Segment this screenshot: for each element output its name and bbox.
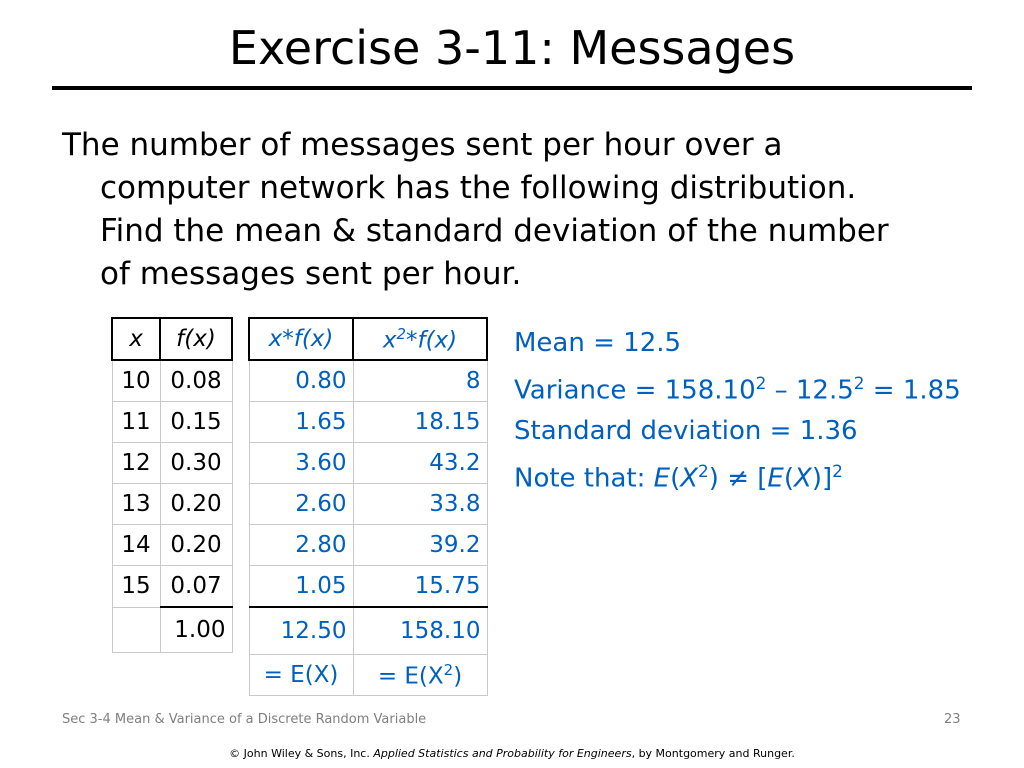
cell-xfx: 2.80 (249, 525, 353, 566)
table-row (112, 402, 232, 443)
table-row (112, 443, 232, 484)
cell-xfx: 3.60 (249, 443, 353, 484)
table-equals-row (249, 655, 487, 696)
cell-xfx: 2.60 (249, 484, 353, 525)
cell-x: 15 (112, 566, 160, 608)
header-x2fx: $x^2*f(x)$ (353, 318, 487, 360)
std-dev-line: Standard deviation = 1.36 (514, 415, 858, 446)
problem-line: Find the mean & standard deviation of the number (100, 213, 889, 249)
results-block (514, 323, 961, 498)
problem-statement (62, 124, 962, 296)
slide-number: 23 (944, 712, 961, 727)
slide-title: Exercise 3-11: Messages (228, 21, 796, 75)
header-fx: f(x) (160, 318, 232, 360)
cell-fx: 0.30 (160, 443, 232, 484)
cell-x: 14 (112, 525, 160, 566)
calculation-table (248, 317, 488, 696)
distribution-table (111, 317, 233, 653)
note-line: Note that: $E(X^2) \ne [E(X)]^2$ (514, 460, 843, 494)
table-row (112, 484, 232, 525)
cell-x: 10 (112, 360, 160, 402)
cell-total-xfx: 12.50 (249, 607, 353, 655)
cell-fx: 0.20 (160, 525, 232, 566)
table-row (249, 484, 487, 525)
cell-x2fx: 8 (353, 360, 487, 402)
cell-x2fx: 15.75 (353, 566, 487, 608)
cell-total-x2fx: 158.10 (353, 607, 487, 655)
problem-line: computer network has the following distribution. (100, 170, 857, 206)
cell-xfx: 0.80 (249, 360, 353, 402)
cell-xfx: 1.05 (249, 566, 353, 608)
cell-x2fx: 33.8 (353, 484, 487, 525)
table-row (249, 566, 487, 608)
table-total-row (249, 607, 487, 655)
table-row (112, 566, 232, 608)
table-row (249, 443, 487, 484)
table-row (112, 525, 232, 566)
problem-line: of messages sent per hour. (100, 256, 522, 292)
cell-fx: 0.15 (160, 402, 232, 443)
table-row (112, 360, 232, 402)
mean-line: Mean = 12.5 (514, 328, 682, 358)
cell-x: 11 (112, 402, 160, 443)
copyright-notice: © John Wiley & Sons, Inc. Applied Statistics and Probability for Engineers, by Montgomery and Runger. (229, 747, 795, 760)
cell-x2fx: 43.2 (353, 443, 487, 484)
table-row (249, 402, 487, 443)
table-header-row (112, 318, 232, 360)
problem-line: The number of messages sent per hour over a (62, 127, 783, 163)
table-sum-row (112, 607, 232, 653)
footer-section-label: Sec 3-4 Mean & Variance of a Discrete Random Variable (62, 712, 427, 727)
title-rule (52, 86, 972, 90)
cell-fx: 0.08 (160, 360, 232, 402)
cell-equals-ex2: = $E(X^2)$ (353, 655, 487, 696)
cell-equals-ex: = E(X) (249, 655, 353, 696)
cell-x: 13 (112, 484, 160, 525)
cell-fx: 0.07 (160, 566, 232, 608)
cell-sum-fx: 1.00 (160, 607, 232, 653)
table-header-row (249, 318, 487, 360)
table-row (249, 360, 487, 402)
cell-empty (112, 607, 160, 653)
cell-x: 12 (112, 443, 160, 484)
header-x: x (112, 318, 160, 360)
cell-fx: 0.20 (160, 484, 232, 525)
table-row (249, 525, 487, 566)
cell-xfx: 1.65 (249, 402, 353, 443)
cell-x2fx: 39.2 (353, 525, 487, 566)
variance-line: Variance = $158.10^2 - 12.5^2 = 1.85$ (514, 373, 961, 406)
cell-x2fx: 18.15 (353, 402, 487, 443)
header-xfx: x*f(x) (249, 318, 353, 360)
